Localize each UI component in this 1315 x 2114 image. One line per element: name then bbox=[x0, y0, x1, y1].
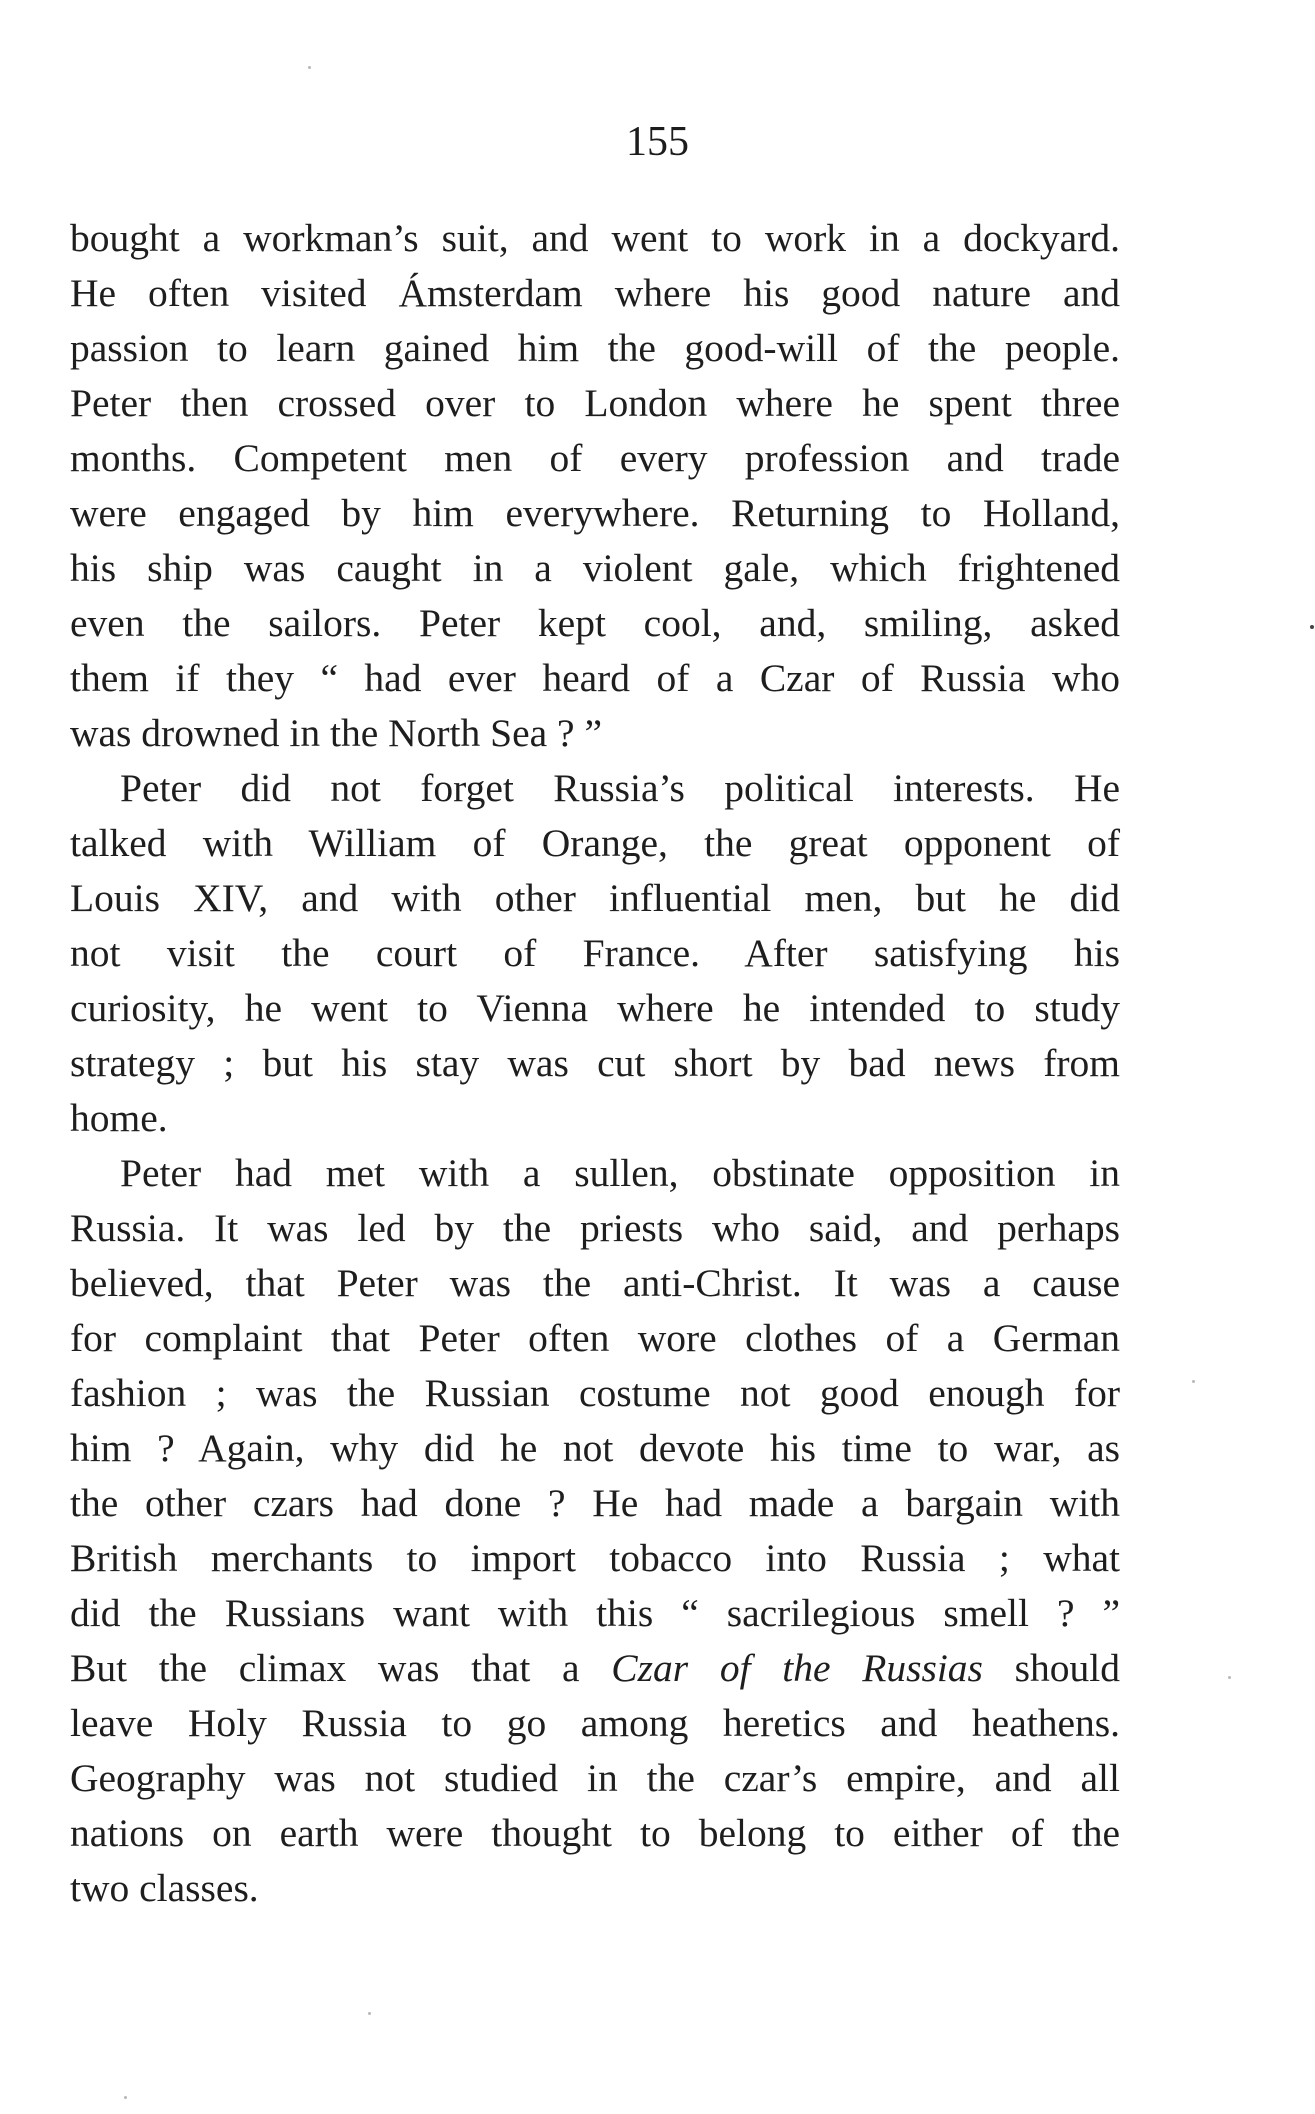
text-run: But the climax was that a bbox=[70, 1646, 612, 1690]
speck bbox=[1192, 1380, 1195, 1383]
text-line: them if they “ had ever heard of a Czar of Russia who bbox=[70, 656, 1120, 700]
text-line: were engaged by him everywhere. Returning to Holland, bbox=[70, 491, 1120, 535]
text-line: his ship was caught in a violent gale, which frightened bbox=[70, 546, 1120, 590]
text-line: for complaint that Peter often wore clothes of a German bbox=[70, 1316, 1120, 1360]
text-run: should bbox=[982, 1646, 1120, 1690]
text-line: British merchants to import tobacco into Russia ; what bbox=[70, 1536, 1120, 1580]
paragraph-3 bbox=[70, 1146, 1120, 1916]
speck bbox=[1310, 625, 1314, 629]
text-line: home. bbox=[70, 1096, 168, 1140]
text-line: him ? Again, why did he not devote his time to war, as bbox=[70, 1426, 1120, 1470]
text-line: Peter then crossed over to London where he spent three bbox=[70, 381, 1120, 425]
text-line: did the Russians want with this “ sacrilegious smell ? ” bbox=[70, 1591, 1120, 1635]
text-line: Peter did not forget Russia’s political interests. He bbox=[120, 766, 1120, 810]
italic-phrase: Czar of the Russias bbox=[611, 1646, 983, 1690]
text-line: fashion ; was the Russian costume not good enough for bbox=[70, 1371, 1120, 1415]
text-line: passion to learn gained him the good-will of the people. bbox=[70, 326, 1120, 370]
text-line: nations on earth were thought to belong to either of the bbox=[70, 1811, 1120, 1855]
text-line: not visit the court of France. After satisfying his bbox=[70, 931, 1120, 975]
speck bbox=[368, 2012, 371, 2015]
text-line-with-italic bbox=[70, 1641, 1120, 1696]
text-line: curiosity, he went to Vienna where he intended to study bbox=[70, 986, 1120, 1030]
text-line: talked with William of Orange, the great opponent of bbox=[70, 821, 1120, 865]
text-line: Louis XIV, and with other influential men, but he did bbox=[70, 876, 1120, 920]
text-line: Peter had met with a sullen, obstinate opposition in bbox=[120, 1151, 1120, 1195]
text-line: strategy ; but his stay was cut short by bad news from bbox=[70, 1041, 1120, 1085]
speck bbox=[1228, 1676, 1231, 1679]
paragraph-1 bbox=[70, 211, 1120, 761]
text-line: believed, that Peter was the anti-Christ. It was a cause bbox=[70, 1261, 1120, 1305]
speck bbox=[308, 66, 311, 69]
text-line: Geography was not studied in the czar’s empire, and all bbox=[70, 1756, 1120, 1800]
body-text bbox=[70, 211, 1120, 1916]
text-line: Russia. It was led by the priests who said, and perhaps bbox=[70, 1206, 1120, 1250]
paragraph-2 bbox=[70, 761, 1120, 1146]
text-line: months. Competent men of every profession and trade bbox=[70, 436, 1120, 480]
text-line: He often visited Ámsterdam where his good nature and bbox=[70, 271, 1120, 315]
text-line: bought a workman’s suit, and went to work in a dockyard. bbox=[70, 216, 1120, 260]
text-line: even the sailors. Peter kept cool, and, smiling, asked bbox=[70, 601, 1120, 645]
page-number: 155 bbox=[626, 119, 689, 165]
speck bbox=[124, 2096, 127, 2099]
text-line: was drowned in the North Sea ? ” bbox=[70, 711, 602, 755]
text-line: leave Holy Russia to go among heretics and heathens. bbox=[70, 1701, 1120, 1745]
text-line: two classes. bbox=[70, 1866, 259, 1910]
text-line: the other czars had done ? He had made a bargain with bbox=[70, 1481, 1120, 1525]
